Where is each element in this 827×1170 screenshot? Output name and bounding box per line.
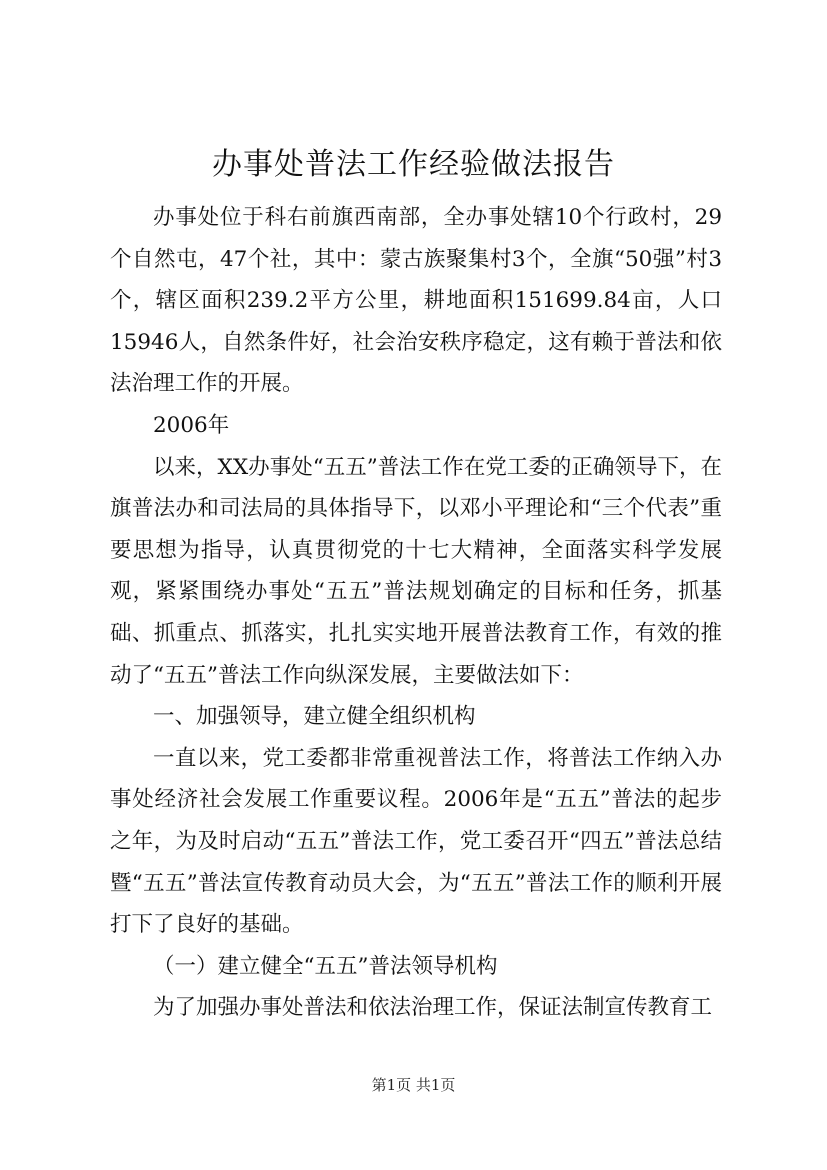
paragraph-leadership-detail: 一直以来，党工委都非常重视普法工作，将普法工作纳入办事处经济社会发展工作重要议程。2006年是“五五”普法的起步之年，为及时启动“五五”普法工作，党工委召开“四五”普法总结暨“五五”普法宣传教育动员大会，为“五五”普法工作的顺利开展打下了良好的基础。 [110, 745, 722, 938]
section-heading-leadership: 一、加强领导，建立健全组织机构 [153, 704, 476, 730]
paragraph-year: 2006年 [153, 412, 230, 438]
document-title: 办事处普法工作经验做法报告 [212, 147, 615, 182]
subsection-heading-organization: （一）建立健全“五五”普法领导机构 [153, 953, 498, 979]
document-body [110, 197, 722, 1029]
paragraph-organization-start: 为了加强办事处普法和依法治理工作，保证法制宣传教育工 [153, 995, 713, 1021]
paragraph-location-overview: 办事处位于科右前旗西南部，全办事处辖10个行政村，29个自然屯，47个社，其中：蒙古族聚集村3个，全旗“50强”村3个，辖区面积239.2平方公里，耕地面积151699.84亩，人口15946人，自然条件好，社会治安秩序稳定，这有赖于普法和依法治理工作的开展。 [110, 205, 722, 397]
page-footer: 第1页 共1页 [371, 1076, 456, 1094]
paragraph-since-intro: 以来，XX办事处“五五”普法工作在党工委的正确领导下，在旗普法办和司法局的具体指导下，以邓小平理论和“三个代表”重要思想为指导，认真贯彻党的十七大精神，全面落实科学发展观，紧紧围绕办事处“五五”普法规划确定的目标和任务，抓基础、抓重点、抓落实，扎扎实实地开展普法教育工作，有效的推动了“五五”普法工作向纵深发展，主要做法如下： [110, 454, 722, 688]
